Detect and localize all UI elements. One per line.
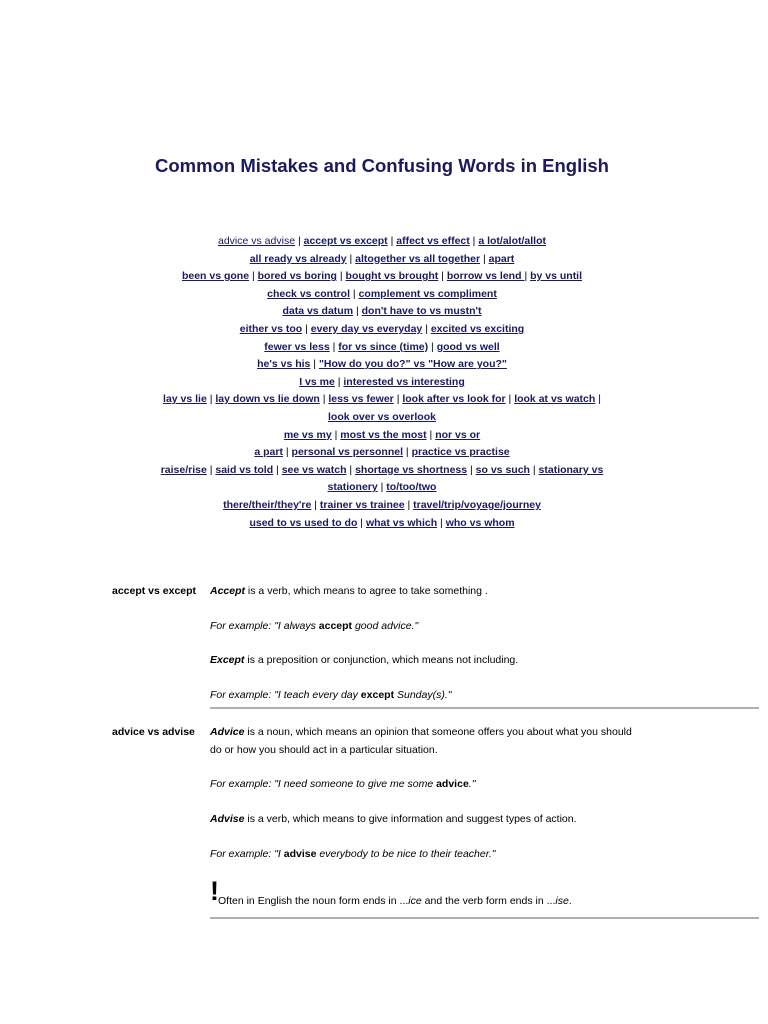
index-link[interactable]: "How do you do?" vs "How are you?" — [318, 358, 507, 371]
index-link[interactable]: affect vs effect — [396, 235, 470, 247]
index-link[interactable]: raise/rise — [160, 463, 207, 476]
definition-line — [210, 585, 488, 597]
index-row — [0, 409, 764, 427]
keyword: Advice — [210, 726, 245, 738]
index-separator: | — [353, 305, 362, 318]
definition-line — [210, 654, 518, 666]
text-run: Often in English the noun form ends in ... — [218, 895, 409, 907]
note-line — [218, 895, 572, 907]
index-link[interactable]: look over vs overlook — [328, 410, 436, 423]
index-separator: | — [206, 393, 216, 406]
index-separator: | — [387, 235, 397, 247]
index-link[interactable]: he's vs his — [257, 358, 311, 371]
index-row — [0, 233, 764, 251]
section-divider — [210, 707, 759, 709]
index-row — [0, 303, 764, 321]
index-row — [0, 391, 764, 409]
index-separator: | — [437, 516, 446, 529]
text-run: ice — [408, 895, 422, 907]
text-run: everybody to be nice to their teacher." — [316, 848, 496, 860]
index-link[interactable]: advice vs advise — [218, 235, 296, 247]
index-separator: | — [334, 375, 344, 388]
index-separator: | — [505, 393, 515, 406]
text-run: ise — [555, 895, 569, 907]
index-row — [0, 286, 764, 304]
definition-line — [210, 813, 577, 825]
index-link[interactable]: to/too/two — [386, 481, 437, 494]
text-run: Sunday(s)." — [394, 689, 452, 701]
text-run: good advice." — [352, 620, 419, 632]
index-link[interactable]: lay down vs lie down — [215, 393, 320, 406]
index-separator: | — [346, 463, 356, 476]
index-separator: | — [249, 270, 258, 283]
index-separator: | — [469, 235, 479, 247]
index-link[interactable]: nor vs or — [435, 428, 481, 441]
index-separator: | — [422, 322, 431, 335]
keyword: Advise — [210, 813, 245, 825]
definition-line — [210, 744, 438, 756]
index-link[interactable]: complement vs compliment — [358, 287, 497, 300]
example-line — [210, 689, 452, 701]
text-run: is a verb, which means to give information and suggest types of action. — [244, 813, 577, 825]
index-separator: | — [524, 270, 531, 283]
index-separator: | — [357, 516, 366, 529]
index-separator: | — [331, 428, 341, 441]
index-link[interactable]: there/their/they're — [223, 498, 312, 511]
index-link[interactable]: data vs datum — [282, 305, 354, 318]
index-link[interactable]: check vs control — [267, 287, 350, 300]
index-separator: | — [310, 358, 319, 371]
text-run: is a preposition or conjunction, which means not including. — [244, 654, 519, 666]
index-link[interactable]: apart — [488, 252, 515, 265]
index-link[interactable]: stationery — [327, 481, 378, 494]
index-link[interactable]: who vs whom — [445, 516, 515, 529]
index-link[interactable]: trainer vs trainee — [319, 498, 405, 511]
index-link[interactable]: look at vs watch — [514, 393, 596, 406]
text-run: and the verb form ends in ... — [421, 895, 556, 907]
index-separator: | — [329, 340, 339, 353]
index-row — [0, 321, 764, 339]
index-link[interactable]: me vs my — [283, 428, 332, 441]
index-separator: | — [346, 252, 356, 265]
index-link[interactable]: good vs well — [436, 340, 500, 353]
index-link[interactable]: accept vs except — [303, 235, 388, 247]
index-separator: | — [595, 393, 601, 406]
index-link[interactable]: travel/trip/voyage/journey — [413, 498, 541, 511]
index-row — [0, 374, 764, 392]
index-separator: | — [336, 270, 346, 283]
index-link[interactable]: bored vs boring — [257, 270, 337, 283]
index-row — [0, 497, 764, 515]
definition-line — [210, 726, 632, 738]
index-separator: | — [295, 235, 304, 247]
index-link[interactable]: all ready vs already — [249, 252, 347, 265]
index-link[interactable]: for vs since (time) — [338, 340, 429, 353]
index-separator: | — [467, 463, 476, 476]
index-link[interactable]: by vs until — [530, 270, 583, 283]
keyword: advise — [283, 848, 317, 860]
index-separator: | — [529, 463, 539, 476]
text-run: is a verb, which means to agree to take something . — [245, 585, 488, 597]
example-line — [210, 778, 475, 790]
text-run: . — [568, 895, 572, 907]
keyword: Accept — [210, 585, 246, 597]
index-link[interactable]: what vs which — [365, 516, 438, 529]
index-link[interactable]: bought vs brought — [345, 270, 439, 283]
index-separator: | — [426, 428, 436, 441]
index-row — [0, 339, 764, 357]
index-separator: | — [302, 322, 311, 335]
index-link[interactable]: a part — [254, 446, 283, 459]
index-link[interactable]: fewer vs less — [264, 340, 330, 353]
index-separator: | — [377, 481, 387, 494]
index-link[interactable]: every day vs everyday — [310, 322, 423, 335]
index-link[interactable]: borrow vs lend — [446, 270, 525, 283]
entry-term: accept vs except — [112, 585, 197, 597]
page-title: Common Mistakes and Confusing Words in English — [155, 155, 609, 176]
text-run: For example: "I always — [210, 620, 319, 632]
index-link[interactable]: interested vs interesting — [343, 375, 465, 388]
index-separator: | — [311, 498, 320, 511]
index-link[interactable]: a lot/alot/allot — [478, 235, 546, 247]
index-separator: | — [480, 252, 489, 265]
keyword: Except — [210, 654, 245, 666]
index-row — [0, 356, 764, 374]
index-row — [0, 515, 764, 533]
index-link[interactable]: don't have to vs mustn't — [361, 305, 482, 318]
section-divider — [210, 917, 759, 919]
index-link[interactable]: lay vs lie — [163, 393, 207, 406]
index-separator: | — [393, 393, 403, 406]
index-separator: | — [282, 446, 292, 459]
index-link[interactable]: most vs the most — [340, 428, 427, 441]
entry-term: advice vs advise — [112, 726, 195, 738]
text-run: For example: "I need someone to give me some — [210, 778, 437, 790]
index-link[interactable]: so vs such — [475, 463, 530, 476]
keyword: accept — [318, 620, 353, 632]
index-link[interactable]: less vs fewer — [328, 393, 394, 406]
example-line — [210, 848, 496, 860]
index-link[interactable]: see vs watch — [281, 463, 347, 476]
text-run: do or how you should act in a particular situation. — [210, 744, 438, 756]
index-separator: | — [404, 498, 414, 511]
index-link[interactable]: excited vs exciting — [430, 322, 525, 335]
index-row — [0, 427, 764, 445]
exclamation-icon: ! — [210, 876, 219, 906]
index-link[interactable]: I vs me — [299, 375, 335, 388]
index-link[interactable]: altogether vs all together — [355, 252, 481, 265]
index-row — [0, 268, 764, 286]
topic-index — [0, 233, 764, 532]
keyword: except — [360, 689, 395, 701]
index-link[interactable]: either vs too — [239, 322, 303, 335]
keyword: advice — [436, 778, 469, 790]
index-separator: | — [273, 463, 282, 476]
index-row — [0, 462, 764, 480]
index-link[interactable]: stationary vs — [538, 463, 604, 476]
index-link[interactable]: look after vs look for — [402, 393, 506, 406]
index-link[interactable]: personal vs personnel — [291, 446, 403, 459]
index-separator: | — [350, 287, 359, 300]
index-link[interactable]: used to vs used to do — [249, 516, 358, 529]
index-link[interactable]: been vs gone — [181, 270, 250, 283]
text-run: For example: "I — [210, 848, 284, 860]
text-run: is a noun, which means an opinion that someone offers you about what you should — [244, 726, 632, 738]
index-separator: | — [206, 463, 216, 476]
index-link[interactable]: shortage vs shortness — [355, 463, 468, 476]
text-run: ." — [468, 778, 476, 790]
index-row — [0, 479, 764, 497]
index-separator: | — [428, 340, 437, 353]
index-separator: | — [319, 393, 329, 406]
index-link[interactable]: practice vs practise — [411, 446, 510, 459]
index-separator: | — [438, 270, 447, 283]
index-link[interactable]: said vs told — [215, 463, 274, 476]
index-row — [0, 444, 764, 462]
index-row — [0, 251, 764, 269]
text-run: For example: "I teach every day — [210, 689, 361, 701]
example-line — [210, 620, 418, 632]
index-separator: | — [403, 446, 412, 459]
